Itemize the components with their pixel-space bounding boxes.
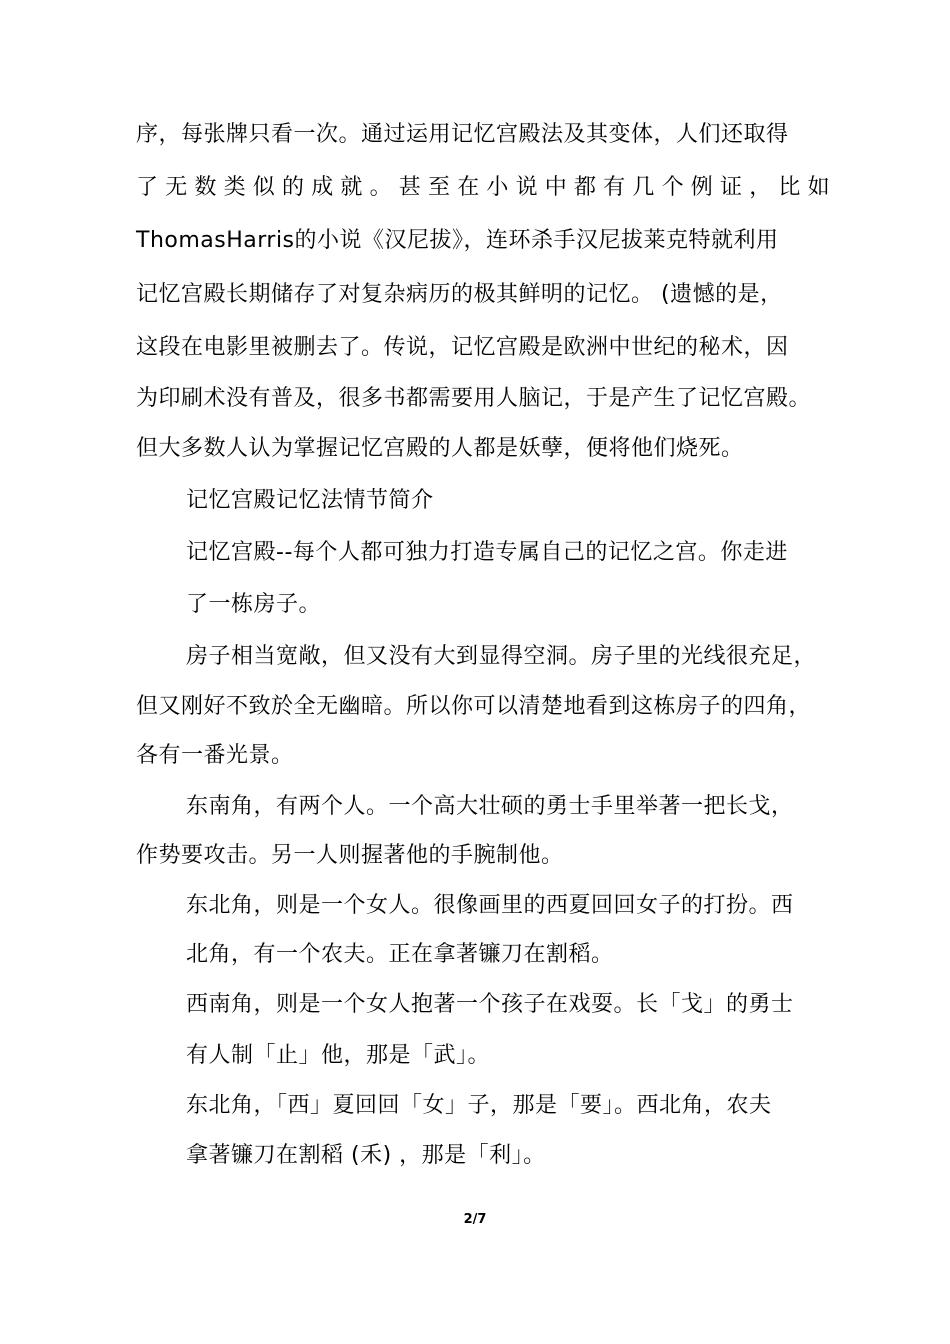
text-line: ThomasHarris的小说《汉尼拔》，连环杀手汉尼拔莱克特就利用 xyxy=(136,228,779,253)
text-line: 这段在电影里被删去了。传说，记忆宫殿是欧洲中世纪的秘术，因 xyxy=(136,335,789,360)
text-line: 了无数类似的成就。甚至在小说中都有几个例证，比如 xyxy=(136,175,837,200)
text-line: 各有一番光景。 xyxy=(136,743,294,768)
section-heading: 记忆宫殿记忆法情节简介 xyxy=(186,488,434,513)
text-line: 记忆宫殿长期储存了对复杂病历的极其鲜明的记忆。 (遗憾的是， xyxy=(136,282,783,307)
text-line: 序，每张牌只看一次。通过运用记忆宫殿法及其变体，人们还取得 xyxy=(136,122,789,147)
text-line: 有人制「止」他，那是「武」。 xyxy=(186,1043,491,1068)
text-line: 房子相当宽敞，但又没有大到显得空洞。房子里的光线很充足， xyxy=(186,644,817,669)
text-line: 拿著镰刀在割稻 (禾) ，那是「利」。 xyxy=(186,1143,546,1168)
text-line: 但又刚好不致於全无幽暗。所以你可以清楚地看到这栋房子的四角， xyxy=(136,694,812,719)
text-line: 但大多数人认为掌握记忆宫殿的人都是妖孽，便将他们烧死。 xyxy=(136,436,744,461)
text-line: 西南角，则是一个女人抱著一个孩子在戏耍。长「戈」的勇士 xyxy=(186,992,794,1017)
text-line: 了一栋房子。 xyxy=(186,592,322,617)
text-line: 为印刷术没有普及，很多书都需要用人脑记，于是产生了记忆宫殿。 xyxy=(136,386,812,411)
text-line: 东北角，则是一个女人。很像画里的西夏回回女子的打扮。西 xyxy=(186,893,794,918)
page-number: 2/7 xyxy=(463,1212,487,1227)
text-line: 记忆宫殿--每个人都可独力打造专属自己的记忆之宫。你走进 xyxy=(186,540,788,565)
text-line: 东南角，有两个人。一个高大壮硕的勇士手里举著一把长戈， xyxy=(186,794,794,819)
text-line: 东北角，「西」夏回回「女」子，那是「要」。西北角，农夫 xyxy=(186,1093,772,1118)
text-line: 作势要攻击。另一人则握著他的手腕制他。 xyxy=(136,843,564,868)
text-line: 北角，有一个农夫。正在拿著镰刀在割稻。 xyxy=(186,942,614,967)
